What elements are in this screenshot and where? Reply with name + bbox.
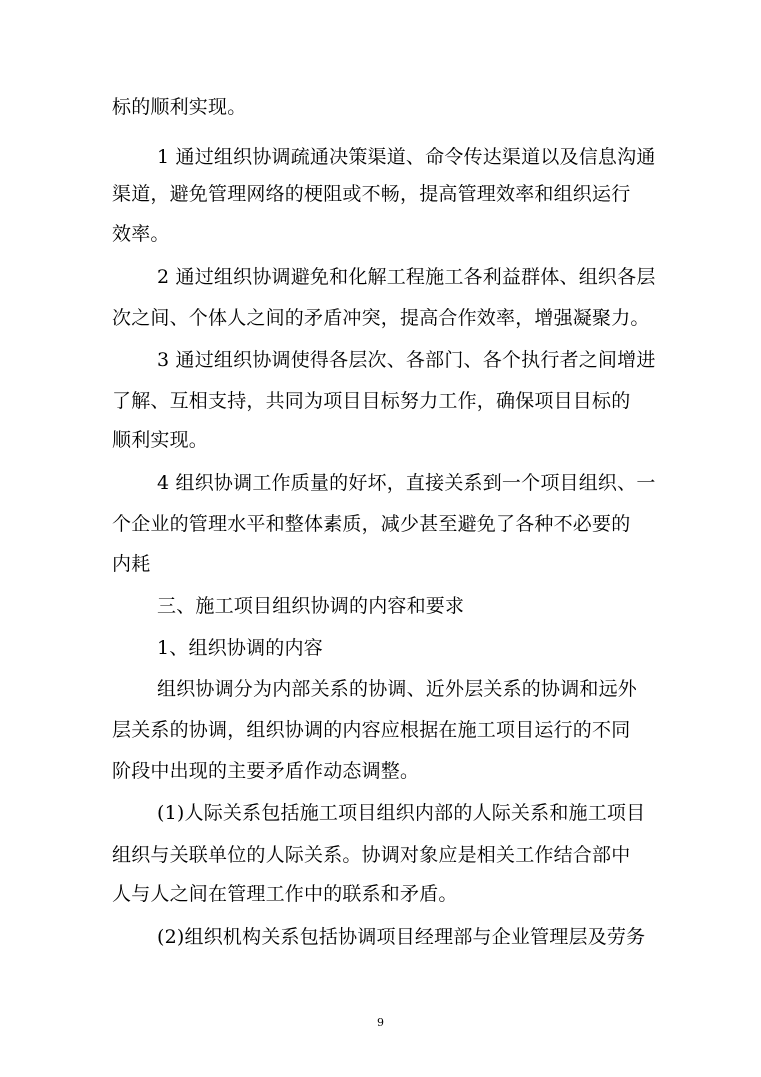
- text-line: 阶段中出现的主要矛盾作动态调整。: [112, 760, 420, 782]
- text-line: 4 组织协调工作质量的好坏，直接关系到一个项目组织、一: [157, 472, 656, 494]
- text-line: 3 通过组织协调使得各层次、各部门、各个执行者之间增进: [157, 349, 656, 371]
- text-line: 组织协调分为内部关系的协调、近外层关系的协调和远外: [157, 678, 638, 700]
- text-line: 1 通过组织协调疏通决策渠道、命令传达渠道以及信息沟通: [157, 146, 656, 168]
- text-line: 2 通过组织协调避免和化解工程施工各利益群体、组织各层: [157, 266, 656, 288]
- text-line: (1)人际关系包括施工项目组织内部的人际关系和施工项目: [157, 802, 646, 824]
- text-line: 组织与关联单位的人际关系。协调对象应是相关工作结合部中: [112, 844, 631, 866]
- subsection-heading: 1、组织协调的内容: [157, 637, 323, 659]
- text-line: 个企业的管理水平和整体素质，减少甚至避免了各种不必要的: [112, 513, 631, 535]
- text-line: 效率。: [112, 223, 170, 245]
- text-line: (2)组织机构关系包括协调项目经理部与企业管理层及劳务: [157, 926, 646, 948]
- text-line: 内耗: [112, 553, 151, 575]
- text-line: 了解、互相支持，共同为项目目标努力工作，确保项目目标的: [112, 390, 631, 412]
- text-line: 顺利实现。: [112, 429, 209, 451]
- text-line: 人与人之间在管理工作中的联系和矛盾。: [112, 883, 458, 905]
- text-line: 层关系的协调，组织协调的内容应根据在施工项目运行的不同: [112, 719, 631, 741]
- text-line: 次之间、个体人之间的矛盾冲突，提高合作效率，增强凝聚力。: [112, 307, 650, 329]
- page-number: 9: [377, 1016, 384, 1029]
- text-line: 渠道，避免管理网络的梗阻或不畅，提高管理效率和组织运行: [112, 183, 631, 205]
- section-heading: 三、施工项目组织协调的内容和要求: [157, 595, 465, 617]
- text-line: 标的顺利实现。: [112, 96, 247, 118]
